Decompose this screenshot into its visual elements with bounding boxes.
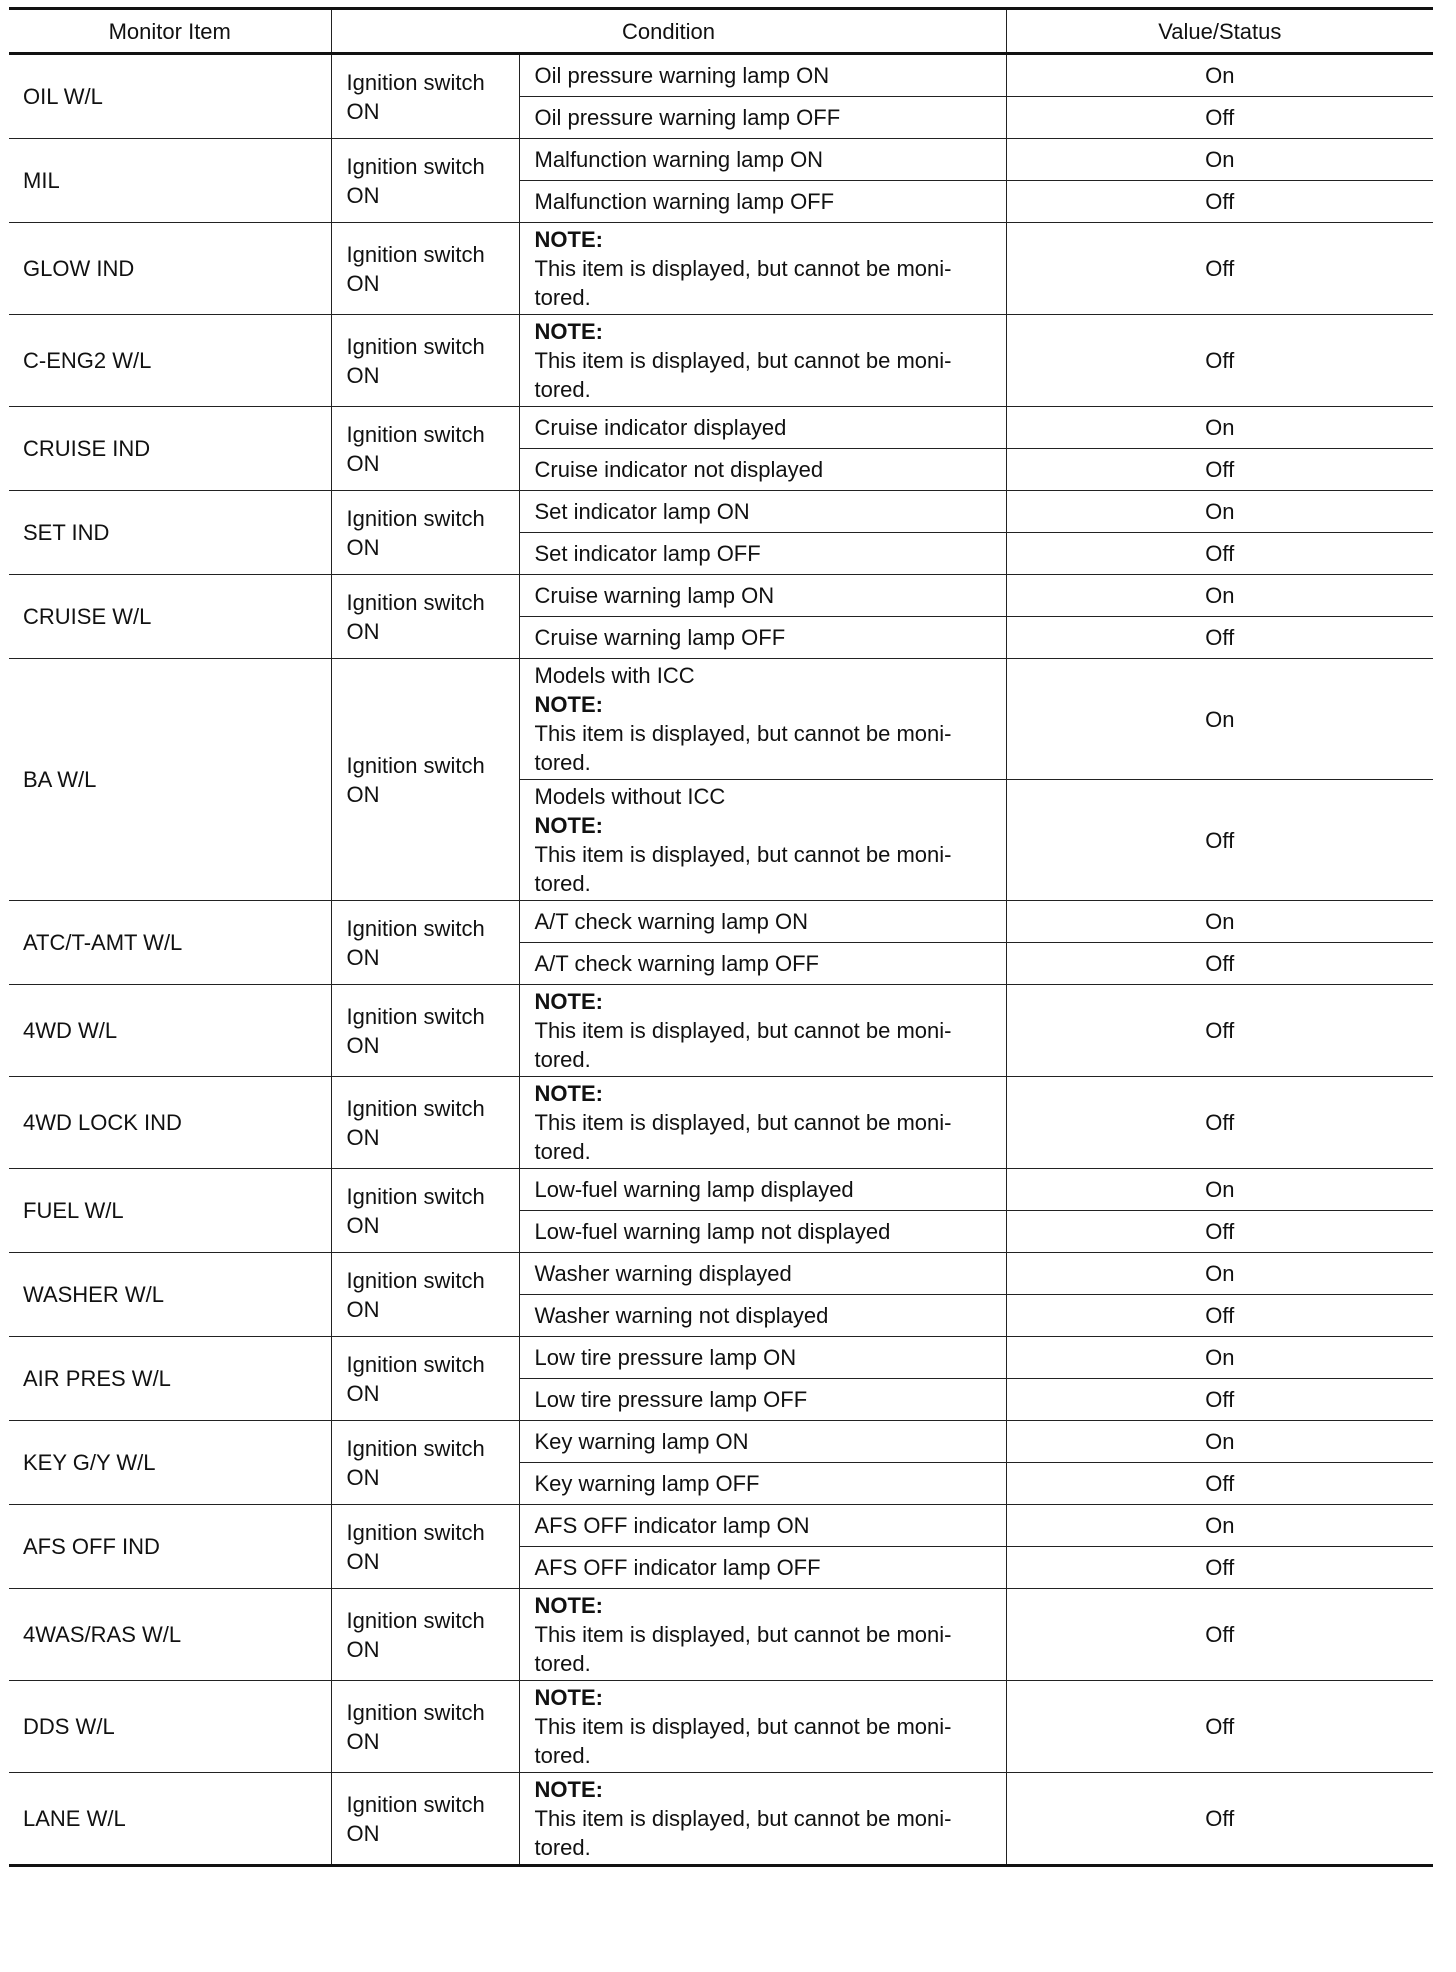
condition-detail-cell — [519, 780, 1006, 901]
table-row — [9, 1421, 1433, 1463]
condition-detail-cell: Malfunction warning lamp ON — [519, 139, 1006, 181]
note-text-line: This item is displayed, but cannot be moni- — [534, 1714, 952, 1739]
value-status-cell: Off — [1006, 1681, 1433, 1773]
table-row — [9, 491, 1433, 533]
table-row — [9, 575, 1433, 617]
value-status-cell: Off — [1006, 1211, 1433, 1253]
condition-detail-cell: A/T check warning lamp OFF — [519, 943, 1006, 985]
ignition-condition-cell: Ignition switch ON — [331, 1773, 519, 1866]
value-status-cell: Off — [1006, 985, 1433, 1077]
monitor-item-cell: GLOW IND — [9, 223, 331, 315]
monitor-item-cell: 4WD W/L — [9, 985, 331, 1077]
condition-detail-cell: Set indicator lamp OFF — [519, 533, 1006, 575]
header-value-status: Value/Status — [1006, 9, 1433, 54]
monitor-item-cell: WASHER W/L — [9, 1253, 331, 1337]
note-text-line: tored. — [534, 750, 591, 775]
condition-detail-cell: Cruise warning lamp OFF — [519, 617, 1006, 659]
ignition-condition-cell: Ignition switch ON — [331, 1253, 519, 1337]
note-text-line: This item is displayed, but cannot be moni- — [534, 1622, 952, 1647]
note-text-line: tored. — [534, 871, 591, 896]
table-row — [9, 1773, 1433, 1866]
note-text-line: This item is displayed, but cannot be moni- — [534, 256, 952, 281]
note-text-line: tored. — [534, 377, 591, 402]
note-text-line: This item is displayed, but cannot be moni- — [534, 348, 952, 373]
monitor-item-cell: SET IND — [9, 491, 331, 575]
value-status-cell: On — [1006, 1253, 1433, 1295]
condition-detail-cell: AFS OFF indicator lamp OFF — [519, 1547, 1006, 1589]
condition-detail-cell: Oil pressure warning lamp OFF — [519, 97, 1006, 139]
condition-detail-cell — [519, 1589, 1006, 1681]
table-row — [9, 1169, 1433, 1211]
value-status-cell: On — [1006, 407, 1433, 449]
condition-detail-cell: AFS OFF indicator lamp ON — [519, 1505, 1006, 1547]
monitor-item-cell: DDS W/L — [9, 1681, 331, 1773]
condition-detail-cell: Cruise indicator not displayed — [519, 449, 1006, 491]
value-status-cell: On — [1006, 491, 1433, 533]
value-status-cell: Off — [1006, 617, 1433, 659]
condition-detail-cell — [519, 1773, 1006, 1866]
value-status-cell: Off — [1006, 1589, 1433, 1681]
condition-detail-cell: Oil pressure warning lamp ON — [519, 54, 1006, 97]
ignition-condition-cell: Ignition switch ON — [331, 575, 519, 659]
value-status-cell: Off — [1006, 223, 1433, 315]
table-row — [9, 315, 1433, 407]
condition-detail-cell — [519, 1681, 1006, 1773]
value-status-cell: Off — [1006, 1379, 1433, 1421]
note-label: NOTE: — [534, 1593, 603, 1618]
monitor-item-cell: KEY G/Y W/L — [9, 1421, 331, 1505]
monitor-item-cell: FUEL W/L — [9, 1169, 331, 1253]
table-row — [9, 54, 1433, 97]
condition-detail-cell — [519, 659, 1006, 780]
note-label: NOTE: — [534, 319, 603, 344]
ignition-condition-cell: Ignition switch ON — [331, 1077, 519, 1169]
ignition-condition-cell: Ignition switch ON — [331, 1169, 519, 1253]
table-row — [9, 1253, 1433, 1295]
condition-detail-cell: Key warning lamp ON — [519, 1421, 1006, 1463]
condition-detail-cell: Cruise indicator displayed — [519, 407, 1006, 449]
value-status-cell: Off — [1006, 1295, 1433, 1337]
ignition-condition-cell: Ignition switch ON — [331, 407, 519, 491]
value-status-cell: On — [1006, 1505, 1433, 1547]
value-status-cell: Off — [1006, 943, 1433, 985]
ignition-condition-cell: Ignition switch ON — [331, 1681, 519, 1773]
monitor-item-cell: MIL — [9, 139, 331, 223]
note-label: NOTE: — [534, 813, 603, 838]
ignition-condition-cell: Ignition switch ON — [331, 659, 519, 901]
table-row — [9, 223, 1433, 315]
model-variant-text: Models with ICC — [534, 663, 695, 688]
note-text-line: This item is displayed, but cannot be moni- — [534, 1110, 952, 1135]
note-label: NOTE: — [534, 227, 603, 252]
value-status-cell: Off — [1006, 533, 1433, 575]
value-status-cell: On — [1006, 901, 1433, 943]
condition-detail-cell: Low-fuel warning lamp displayed — [519, 1169, 1006, 1211]
monitor-item-cell: AFS OFF IND — [9, 1505, 331, 1589]
value-status-cell: Off — [1006, 315, 1433, 407]
condition-detail-cell: A/T check warning lamp ON — [519, 901, 1006, 943]
condition-detail-cell: Low tire pressure lamp ON — [519, 1337, 1006, 1379]
condition-detail-cell: Washer warning not displayed — [519, 1295, 1006, 1337]
condition-detail-cell — [519, 315, 1006, 407]
table-row — [9, 139, 1433, 181]
table-row — [9, 407, 1433, 449]
condition-detail-cell: Low-fuel warning lamp not displayed — [519, 1211, 1006, 1253]
condition-detail-cell — [519, 1077, 1006, 1169]
monitor-item-cell: OIL W/L — [9, 54, 331, 139]
monitor-item-cell: CRUISE W/L — [9, 575, 331, 659]
value-status-cell: On — [1006, 1169, 1433, 1211]
value-status-cell: Off — [1006, 1463, 1433, 1505]
note-text-line: This item is displayed, but cannot be moni- — [534, 1806, 952, 1831]
ignition-condition-cell: Ignition switch ON — [331, 315, 519, 407]
ignition-condition-cell: Ignition switch ON — [331, 901, 519, 985]
value-status-cell: On — [1006, 1421, 1433, 1463]
header-condition: Condition — [331, 9, 1006, 54]
ignition-condition-cell: Ignition switch ON — [331, 985, 519, 1077]
ignition-condition-cell: Ignition switch ON — [331, 1421, 519, 1505]
value-status-cell: On — [1006, 139, 1433, 181]
monitor-item-cell: 4WD LOCK IND — [9, 1077, 331, 1169]
note-label: NOTE: — [534, 1777, 603, 1802]
condition-detail-cell — [519, 985, 1006, 1077]
condition-detail-cell: Cruise warning lamp ON — [519, 575, 1006, 617]
note-text-line: tored. — [534, 1651, 591, 1676]
ignition-condition-cell: Ignition switch ON — [331, 1505, 519, 1589]
ignition-condition-cell: Ignition switch ON — [331, 54, 519, 139]
ignition-condition-cell: Ignition switch ON — [331, 1589, 519, 1681]
table-row — [9, 659, 1433, 780]
value-status-cell: Off — [1006, 181, 1433, 223]
monitor-table-container — [9, 7, 1433, 1867]
note-label: NOTE: — [534, 989, 603, 1014]
note-label: NOTE: — [534, 1081, 603, 1106]
monitor-item-cell: CRUISE IND — [9, 407, 331, 491]
table-row — [9, 1589, 1433, 1681]
monitor-item-cell: AIR PRES W/L — [9, 1337, 331, 1421]
value-status-cell: On — [1006, 575, 1433, 617]
note-text-line: tored. — [534, 1835, 591, 1860]
condition-detail-cell: Washer warning displayed — [519, 1253, 1006, 1295]
table-row — [9, 1077, 1433, 1169]
table-row — [9, 985, 1433, 1077]
value-status-cell: Off — [1006, 97, 1433, 139]
value-status-cell: Off — [1006, 1773, 1433, 1866]
condition-detail-cell: Malfunction warning lamp OFF — [519, 181, 1006, 223]
monitor-item-cell: ATC/T-AMT W/L — [9, 901, 331, 985]
note-label: NOTE: — [534, 692, 603, 717]
header-monitor-item: Monitor Item — [9, 9, 331, 54]
monitor-item-cell: C-ENG2 W/L — [9, 315, 331, 407]
ignition-condition-cell: Ignition switch ON — [331, 139, 519, 223]
value-status-cell: Off — [1006, 1077, 1433, 1169]
condition-detail-cell: Key warning lamp OFF — [519, 1463, 1006, 1505]
condition-detail-cell: Set indicator lamp ON — [519, 491, 1006, 533]
value-status-cell: On — [1006, 659, 1433, 780]
table-row — [9, 901, 1433, 943]
ignition-condition-cell: Ignition switch ON — [331, 1337, 519, 1421]
note-text-line: This item is displayed, but cannot be moni- — [534, 1018, 952, 1043]
note-text-line: tored. — [534, 285, 591, 310]
ignition-condition-cell: Ignition switch ON — [331, 223, 519, 315]
monitor-item-table — [9, 7, 1433, 1867]
monitor-item-cell: 4WAS/RAS W/L — [9, 1589, 331, 1681]
value-status-cell: Off — [1006, 780, 1433, 901]
note-text-line: tored. — [534, 1139, 591, 1164]
note-text-line: tored. — [534, 1047, 591, 1072]
condition-detail-cell — [519, 223, 1006, 315]
table-row — [9, 1681, 1433, 1773]
note-text-line: This item is displayed, but cannot be moni- — [534, 842, 952, 867]
condition-detail-cell: Low tire pressure lamp OFF — [519, 1379, 1006, 1421]
note-text-line: tored. — [534, 1743, 591, 1768]
value-status-cell: Off — [1006, 1547, 1433, 1589]
value-status-cell: On — [1006, 1337, 1433, 1379]
note-label: NOTE: — [534, 1685, 603, 1710]
monitor-item-cell: BA W/L — [9, 659, 331, 901]
model-variant-text: Models without ICC — [534, 784, 726, 809]
table-header-row — [9, 9, 1433, 54]
value-status-cell: Off — [1006, 449, 1433, 491]
value-status-cell: On — [1006, 54, 1433, 97]
table-row — [9, 1337, 1433, 1379]
note-text-line: This item is displayed, but cannot be moni- — [534, 721, 952, 746]
table-row — [9, 1505, 1433, 1547]
ignition-condition-cell: Ignition switch ON — [331, 491, 519, 575]
monitor-item-cell: LANE W/L — [9, 1773, 331, 1866]
table-body — [9, 54, 1433, 1866]
